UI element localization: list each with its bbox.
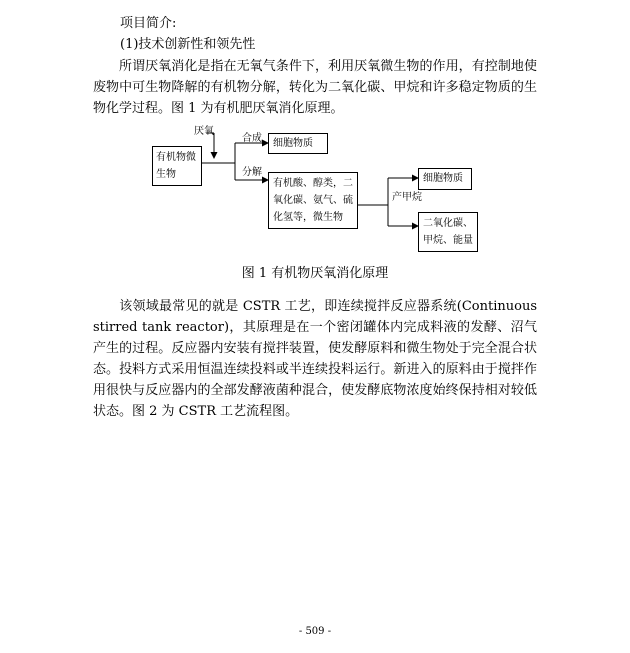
page-number: - 509 - [298,626,332,637]
intro-paragraph-text: 所谓厌氧消化是指在无氧气条件下，利用厌氧微生物的作用，有控制地使废物中可生物降解的有机物分解，转化为二氧化碳、甲烷和许多稳定物质的生物化学过程。图 1 为有机肥厌氧消化原理。 [93,59,537,116]
product-box: 二氧化碳、甲烷、能量 [418,212,478,252]
anaerobic-label: 厌氧 [194,126,214,137]
body-paragraph-text: 该领域最常见的就是 CSTR 工艺，即连续搅拌反应器系统(Continuous stirred tank reactor)，其原理是在一个密闭罐体内完成料液的发酵、沼气产生的过程。反应器内安装有搅拌装置，使发酵原料和微生物处于完全混合状态。投料方式采用恒温连续投料或半连续投料运行。新进入的原料由于搅拌作用很快与反应器内的全部发酵液菌种混合，使发酵底物浓度始终保持相对较低状态。图 2 为 CSTR 工艺流程图。 [93,299,537,419]
subsection-heading: (1)技术创新性和领先性 [120,37,256,52]
cell-box-1: 细胞物质 [268,133,328,154]
synthesis-label: 合成 [242,133,262,144]
intermediate-box: 有机酸、醇类，二氧化碳、氨气、硫化氢等，微生物 [268,172,358,229]
methanogenesis-label: 产甲烷 [392,192,422,203]
source-box: 有机物微生物 [152,146,202,186]
figure-caption: 图 1 有机物厌氧消化原理 [241,266,389,281]
cell-box-2: 细胞物质 [418,168,472,190]
decomposition-label: 分解 [242,167,262,178]
section-heading: 项目简介: [120,16,177,31]
body-paragraph [93,296,537,422]
